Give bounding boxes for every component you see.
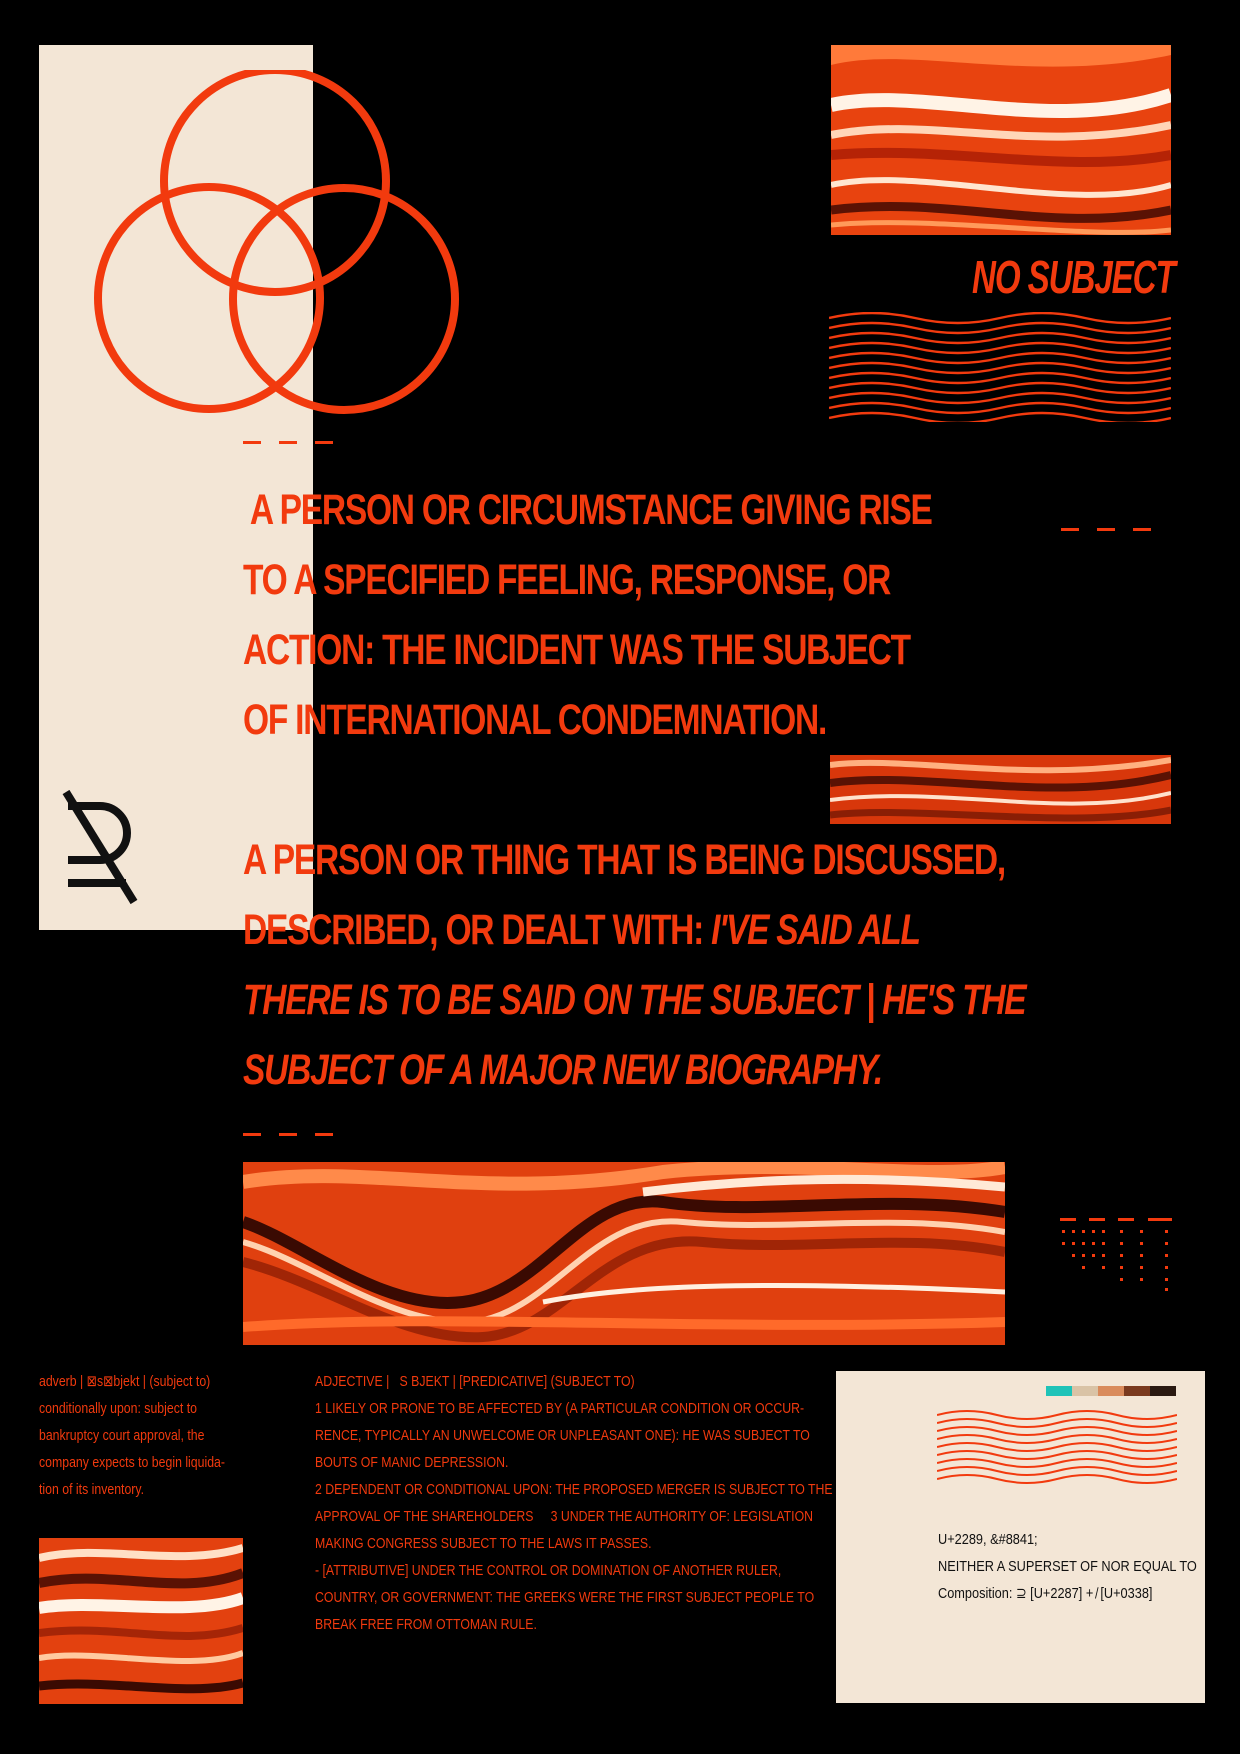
definition-one — [243, 475, 932, 755]
adverb-line: bankruptcy court approval, the — [39, 1427, 205, 1444]
adverb-line: conditionally upon: subject to — [39, 1400, 197, 1417]
unicode-composition-line: Composition: ⊇ [U+2287] + ̸ [U+0338] — [938, 1585, 1153, 1602]
wavy-lines-pattern-top-right — [829, 312, 1171, 422]
definition-two — [243, 825, 1026, 1105]
definition-two-line: SUBJECT OF A MAJOR NEW BIOGRAPHY. — [243, 1046, 883, 1094]
adjective-line: MAKING CONGRESS SUBJECT TO THE LAWS IT PASSES. — [315, 1535, 652, 1552]
adjective-line: BREAK FREE FROM OTTOMAN RULE. — [315, 1616, 537, 1633]
adjective-line: 2 DEPENDENT OR CONDITIONAL UPON: THE PROPOSED MERGER IS SUBJECT TO THE — [315, 1481, 833, 1498]
color-swatch — [1046, 1386, 1072, 1396]
color-swatch — [1124, 1386, 1150, 1396]
definition-one-line: TO A SPECIFIED FEELING, RESPONSE, OR — [243, 556, 891, 604]
orange-swirl-texture-bottom-left — [39, 1538, 243, 1704]
definition-one-line: ACTION: THE INCIDENT WAS THE SUBJECT — [243, 626, 910, 674]
definition-two-line — [243, 895, 920, 965]
color-swatch — [1150, 1386, 1176, 1396]
color-swatch — [1072, 1386, 1098, 1396]
adjective-line: APPROVAL OF THE SHAREHOLDERS 3 UNDER THE AUTHORITY OF: LEGISLATION — [315, 1508, 814, 1525]
definition-two-line: THERE IS TO BE SAID ON THE SUBJECT | HE'S THE — [243, 976, 1026, 1024]
dash-divider-right — [1061, 528, 1151, 531]
adjective-line: ADJECTIVE | S BJEKT | [PREDICATIVE] (SUBJECT TO) — [315, 1373, 635, 1390]
wavy-lines-pattern-card — [937, 1409, 1177, 1485]
dash-divider-top — [243, 441, 333, 444]
adverb-line: company expects to begin liquida- — [39, 1454, 225, 1471]
adjective-line: BOUTS OF MANIC DEPRESSION. — [315, 1454, 509, 1471]
unicode-info-text — [938, 1526, 1197, 1607]
unicode-info-card — [836, 1371, 1205, 1703]
color-swatch — [1098, 1386, 1124, 1396]
adverb-line: tion of its inventory. — [39, 1481, 145, 1498]
adverb-definition-block — [39, 1368, 252, 1503]
adjective-definition-block — [315, 1368, 833, 1638]
orange-swirl-texture-large — [243, 1162, 1005, 1345]
three-circles-graphic — [85, 70, 465, 420]
no-subject-heading: NO SUBJECT — [972, 251, 1175, 303]
unicode-name-line: NEITHER A SUPERSET OF NOR EQUAL TO — [938, 1558, 1197, 1575]
definition-one-line: OF INTERNATIONAL CONDEMNATION. — [243, 696, 827, 744]
adverb-line: adverb | ⊠s⊠bjekt | (subject to) — [39, 1373, 211, 1390]
adjective-line: COUNTRY, OR GOVERNMENT: THE GREEKS WERE THE FIRST SUBJECT PEOPLE TO — [315, 1589, 815, 1606]
definition-two-plain-text: DESCRIBED, OR DEALT WITH: — [243, 906, 712, 954]
not-superset-symbol-logo — [60, 790, 140, 905]
definition-one-line: A PERSON OR CIRCUMSTANCE GIVING RISE — [243, 486, 932, 534]
unicode-code-line: U+2289, &#8841; — [938, 1531, 1038, 1548]
dot-grid-pattern-icon — [1060, 1218, 1172, 1293]
adjective-line: - [ATTRIBUTIVE] UNDER THE CONTROL OR DOMINATION OF ANOTHER RULER, — [315, 1562, 782, 1579]
dash-divider-bottom — [243, 1133, 333, 1136]
definition-two-line: A PERSON OR THING THAT IS BEING DISCUSSED, — [243, 836, 1005, 884]
adjective-line: 1 LIKELY OR PRONE TO BE AFFECTED BY (A PARTICULAR CONDITION OR OCCUR- — [315, 1400, 805, 1417]
orange-swirl-texture-top-right — [831, 45, 1171, 235]
definition-two-italic-text: I'VE SAID ALL — [711, 906, 920, 954]
adjective-line: RENCE, TYPICALLY AN UNWELCOME OR UNPLEASANT ONE): HE WAS SUBJECT TO — [315, 1427, 810, 1444]
orange-swirl-texture-middle-right — [830, 755, 1171, 824]
